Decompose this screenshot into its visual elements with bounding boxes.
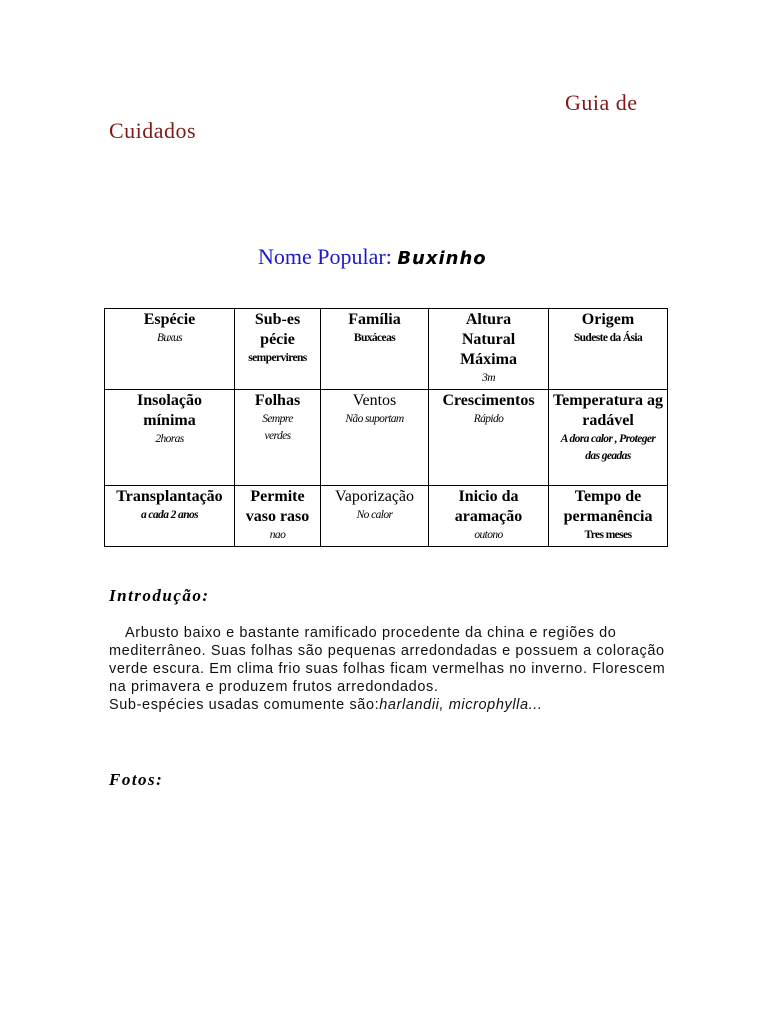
cell-header: Tempo de permanência [563, 488, 653, 525]
cell-header: Altura Natural Máxima [460, 311, 517, 368]
cell-header: Insolação mínima [137, 392, 202, 429]
cell-header: Transplantação [116, 488, 223, 505]
table-cell [429, 486, 549, 547]
cell-value: No calor [356, 509, 393, 521]
photos-title: Fotos: [109, 770, 164, 789]
table-cell [321, 309, 429, 390]
cell-header: Família [348, 311, 401, 328]
intro-body: Arbusto baixo e bastante ramificado procedente da china e regiões do mediterrâneo. Suas folhas são pequenas arredondadas e possuem a coloração verde escura. Em clima frio suas folhas ficam vermelhas no inverno. Florescem na primavera e produzem frutos arredondados. [109, 625, 666, 695]
intro-title: Introdução: [109, 586, 210, 605]
table-cell [429, 309, 549, 390]
cell-value: sempervirens [248, 352, 307, 364]
subspecies-line [109, 696, 669, 714]
cell-header: Vaporização [334, 488, 415, 505]
intro-paragraph [109, 624, 669, 714]
cell-value: Não suportam [345, 413, 404, 425]
care-table [104, 308, 668, 547]
table-cell [235, 486, 321, 547]
popular-name-heading [258, 244, 487, 270]
cell-header: Inicio da aramação [454, 488, 523, 525]
table-cell [105, 309, 235, 390]
cell-value: Sudeste da Ásia [573, 332, 643, 344]
table-cell [549, 309, 668, 390]
popular-name-value: Buxinho [397, 248, 487, 269]
subspecies-label: Sub-espécies usadas comumente são: [109, 697, 380, 713]
cell-value: Sempre verdes [262, 413, 293, 442]
subspecies-list: harlandii, microphylla... [379, 697, 543, 713]
cell-value: Rápido [473, 413, 504, 425]
cell-header: Permite vaso raso [245, 488, 310, 525]
cell-value: 3m [482, 372, 495, 384]
table-cell [549, 390, 668, 486]
table-cell [235, 390, 321, 486]
cell-header: Crescimentos [442, 392, 535, 409]
table-cell [105, 390, 235, 486]
title-cuidados: Cuidados [109, 118, 197, 143]
cell-value: Buxus [156, 332, 183, 344]
table-cell [321, 390, 429, 486]
popular-name-label: Nome Popular: [258, 244, 392, 269]
cell-header: Folhas [254, 392, 301, 409]
cell-header: Origem [581, 311, 635, 328]
cell-value: Buxáceas [353, 332, 396, 344]
cell-header: Temperatura agradável [552, 392, 664, 429]
title-guia: Guia de [565, 90, 638, 115]
table-cell [105, 486, 235, 547]
table-row [105, 309, 668, 390]
cell-header: Sub-espécie [254, 311, 301, 348]
cell-value: 2horas [155, 433, 184, 445]
cell-header: Ventos [352, 392, 397, 409]
cell-value: a cada 2 anos [140, 509, 199, 521]
table-row [105, 486, 668, 547]
cell-value: nao [269, 529, 286, 541]
table-cell [235, 309, 321, 390]
table-cell [429, 390, 549, 486]
cell-value: Tres meses [584, 529, 632, 541]
cell-value: A dora calor , Proteger das geadas [560, 433, 656, 462]
cell-value: outono [474, 529, 503, 541]
table-cell [549, 486, 668, 547]
table-cell [321, 486, 429, 547]
cell-header: Espécie [143, 311, 196, 328]
table-row [105, 390, 668, 486]
